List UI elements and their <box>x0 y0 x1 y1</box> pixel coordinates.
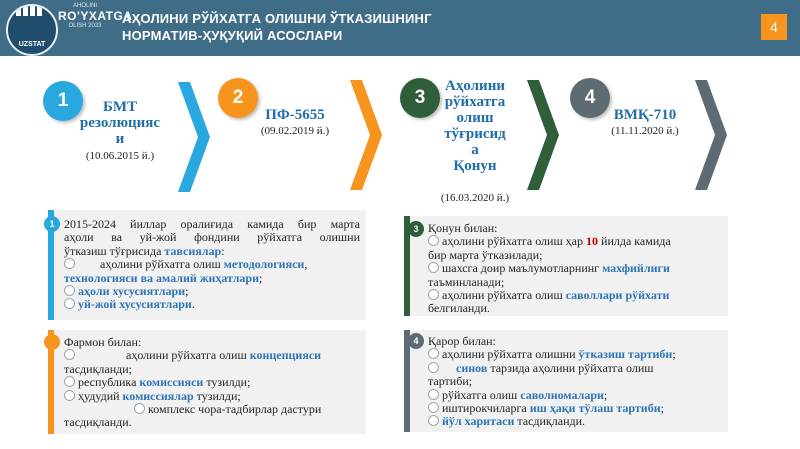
check-circle-icon <box>64 298 75 309</box>
card-text: комплекс чора-тадбирлар дастури <box>148 402 322 417</box>
title-line-2: НОРМАТИВ-ҲУҚУҚИЙ АСОСЛАРИ <box>122 28 343 43</box>
check-circle-icon <box>428 389 439 400</box>
card-line: таъминланади; <box>428 274 505 289</box>
check-circle-icon <box>64 258 75 269</box>
card-number-badge: 3 <box>408 221 424 237</box>
card-text: шахсга доир маълумотларнинг <box>442 261 603 276</box>
card-line: иштирокчиларга иш ҳақи тўлаш тартиби; <box>428 402 724 415</box>
title-line-1: АҲОЛИНИ РЎЙХАТГА ОЛИШНИ ЎТКАЗИШНИНГ <box>122 11 432 26</box>
check-circle-icon <box>428 262 439 273</box>
card-line: 2015-2024 йиллар оралиғида камида бир марта <box>64 217 360 231</box>
card-text: тузилди; <box>193 388 241 403</box>
card-line <box>428 362 724 375</box>
logo-text: UZSTAT <box>18 41 46 48</box>
check-circle-icon <box>64 390 75 401</box>
badge-sub: OLISH 2023 <box>68 23 102 29</box>
card-line <box>428 415 724 428</box>
card-line: аҳоли хусусиятлари; <box>64 285 360 298</box>
card-resolution <box>404 330 728 432</box>
page-number: 4 <box>761 14 787 40</box>
step-1-title <box>62 99 178 147</box>
header-bar <box>0 0 800 56</box>
card-line: тасдиқланди. <box>64 415 132 430</box>
card-line: технологияси ва амалий жиҳатлари; <box>64 270 263 285</box>
check-circle-icon <box>428 402 439 413</box>
badge-main: RO'YXATGA <box>58 9 133 23</box>
step-2-title <box>240 107 350 123</box>
card-line <box>64 390 360 403</box>
step-4-circle: 4 <box>570 78 610 118</box>
step-3-title <box>430 78 520 174</box>
card-text: иштирокчиларга <box>442 401 530 416</box>
card-recommendations <box>48 210 366 320</box>
card-decree <box>48 330 366 434</box>
step-3-title-line: олиш <box>456 110 494 126</box>
check-circle-icon <box>428 235 439 246</box>
card-text: аҳолини рўйхатга олиш ҳар <box>442 234 587 249</box>
card-number-badge <box>44 334 60 350</box>
step-2-circle: 2 <box>218 78 258 118</box>
step-1-title-line: резолюцияс <box>79 115 161 131</box>
card-line: аҳоли ва уй-жой фондини рўйхатга олишни <box>64 230 360 245</box>
census-badge <box>58 3 133 30</box>
check-circle-icon <box>64 285 75 296</box>
card-line <box>428 262 724 275</box>
card-highlight: ўтказиш тартиби <box>578 347 673 362</box>
card-line: Фармон билан: <box>64 335 142 349</box>
step-3-title-line: Қонун <box>453 158 497 174</box>
check-circle-icon <box>428 415 439 426</box>
card-highlight: синов <box>456 360 488 375</box>
card-highlight: махфийлиги <box>602 261 670 276</box>
card-line: ўтказиш тўғрисида тавсиялар: <box>64 243 225 258</box>
card-line: тартиби; <box>428 374 473 389</box>
check-circle-icon <box>64 349 75 360</box>
card-highlight: саволномалари <box>520 387 604 402</box>
check-circle-icon <box>428 362 439 373</box>
card-text: аҳолини рўйхатга олиш <box>126 348 250 363</box>
check-circle-icon <box>428 289 439 300</box>
badge-top: AHOLINI <box>72 3 97 9</box>
card-line: бир марта ўтказилади; <box>428 247 543 262</box>
card-highlight: концепцияси <box>249 348 322 363</box>
step-1-date: (10.06.2015 й.) <box>85 150 155 162</box>
card-text: тасдиқланди. <box>514 414 586 429</box>
card-line: аҳолини рўйхатга олиш методологияси, <box>64 258 360 271</box>
card-line: Қонун билан: <box>428 221 498 235</box>
card-line: белгиланди. <box>428 301 490 316</box>
card-line: уй-жой хусусиятлари. <box>64 298 360 311</box>
card-highlight: уй-жой хусусиятлари <box>78 297 192 312</box>
card-line: тасдиқланди; <box>64 361 132 376</box>
card-line: Қарор билан: <box>428 334 496 348</box>
check-circle-icon <box>134 403 145 414</box>
step-3-circle: 3 <box>400 78 440 118</box>
step-4-title-line: ВМҚ-710 <box>613 107 677 123</box>
card-text: республика <box>78 375 140 390</box>
step-3-title-line: тўғрисид <box>444 126 506 142</box>
card-line <box>64 403 360 416</box>
card-law <box>404 216 728 316</box>
card-text: аҳолини рўйхатга олиш <box>442 288 566 303</box>
card-highlight: тавсиялар <box>164 243 222 258</box>
card-number-badge: 4 <box>408 333 424 349</box>
card-line <box>428 235 724 248</box>
card-line <box>64 349 360 362</box>
card-text: тарзида аҳолини рўйхатга олиш <box>487 360 654 375</box>
card-highlight: комиссиялар <box>122 388 194 403</box>
step-3-title-line: Аҳолини <box>445 78 505 94</box>
step-1-title-line: и <box>115 131 125 147</box>
step-1-title-line: БМТ <box>102 99 138 115</box>
card-text: рўйхатга олиш <box>442 387 521 402</box>
step-4-date: (11.11.2020 й.) <box>611 125 679 137</box>
chevron-right-icon <box>178 82 210 192</box>
step-2-date: (09.02.2019 й.) <box>260 125 330 137</box>
card-text: ўтказиш тўғрисида <box>64 243 165 258</box>
card-line: аҳолини рўйхатга олишни ўтказиш тартиби; <box>428 348 724 361</box>
card-line: рўйхатга олиш саволномалари; <box>428 389 724 402</box>
step-3-date: (16.03.2020 й.) <box>440 192 510 204</box>
uzstat-logo <box>6 4 58 56</box>
page-title <box>122 10 432 44</box>
step-4-title <box>600 107 690 123</box>
card-highlight: аҳоли хусусиятлари <box>78 284 186 299</box>
card-highlight: 10 <box>586 234 599 249</box>
card-text: тузилди; <box>203 375 251 390</box>
step-1-circle: 1 <box>43 81 83 121</box>
card-highlight: саволлари рўйхати <box>565 288 670 303</box>
card-highlight: йўл харитаси <box>442 414 515 429</box>
step-3-title-line: рўйхатга <box>444 94 506 110</box>
step-2-title-line: ПФ-5655 <box>265 107 325 123</box>
check-circle-icon <box>64 376 75 387</box>
card-number-badge: 1 <box>44 216 60 232</box>
chevron-right-icon <box>527 80 559 190</box>
card-highlight: методологияси <box>223 257 305 272</box>
card-highlight: технологияси ва амалий жиҳатлари <box>64 270 260 285</box>
chevron-right-icon <box>695 80 727 190</box>
card-highlight: комиссияси <box>139 375 204 390</box>
card-text: йилда камида <box>598 234 671 249</box>
card-text: аҳолини рўйхатга олишни <box>442 347 579 362</box>
card-highlight: иш ҳақи тўлаш тартиби <box>529 401 661 416</box>
chevron-right-icon <box>350 80 382 190</box>
check-circle-icon <box>428 348 439 359</box>
card-text: ҳудудий <box>78 388 123 403</box>
step-3-title-line: а <box>471 142 479 158</box>
card-line <box>64 376 360 389</box>
card-line <box>428 289 724 302</box>
card-text: аҳолини рўйхатга олиш <box>100 257 224 272</box>
